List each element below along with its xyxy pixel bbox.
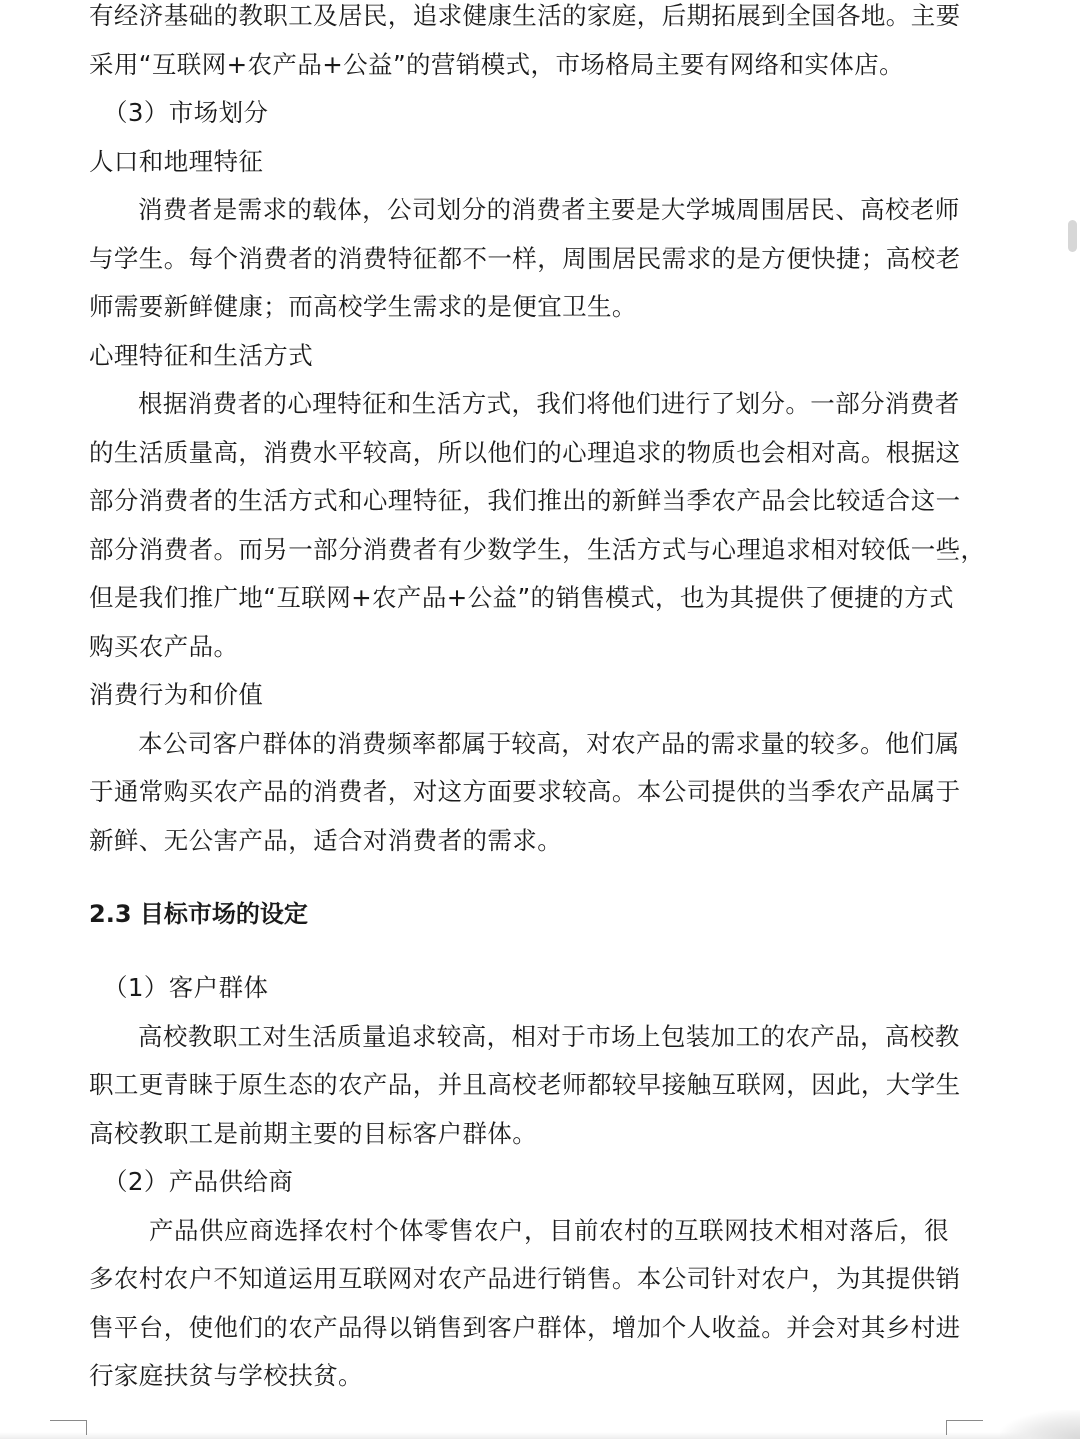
paragraph-line: 新鲜、无公害产品，适合对消费者的需求。 [89, 825, 563, 855]
paragraph-line: 购买农产品。 [89, 631, 239, 661]
paragraph-line: 部分消费者的生活方式和心理特征，我们推出的新鲜当季农产品会比较适合这一 [89, 486, 961, 515]
paragraph-line: 高校教职工对生活质量追求较高，相对于市场上包装加工的农产品，高校教 [138, 1021, 960, 1051]
subsection-label-market-division: （3）市场划分 [103, 98, 269, 127]
paragraph-line: 有经济基础的教职工及居民，追求健康生活的家庭，后期拓展到全国各地。主要 [89, 1, 961, 30]
page-bottom-edge [0, 1432, 1080, 1439]
paragraph-line: 售平台，使他们的农产品得以销售到客户群体，增加个人收益。并会对其乡村进 [89, 1312, 961, 1342]
document-body-upper [89, 0, 986, 865]
subsection-title-behavior: 消费行为和价值 [89, 680, 264, 709]
paragraph-line: 根据消费者的心理特征和生活方式，我们将他们进行了划分。一部分消费者 [138, 389, 960, 418]
paragraph-line: 的生活质量高，消费水平较高，所以他们的心理追求的物质也会相对高。根据这 [89, 437, 961, 467]
paragraph-line: 产品供应商选择农村个体零售农户，目前农村的互联网技术相对落后，很 [149, 1215, 949, 1245]
subsection-label-supplier: （2）产品供给商 [103, 1167, 294, 1196]
page-corner-mark-left [50, 1420, 87, 1435]
paragraph-line: 本公司客户群体的消费频率都属于较高，对农产品的需求量的较多。他们属 [138, 728, 960, 758]
vertical-scrollbar-thumb[interactable] [1068, 220, 1077, 252]
paragraph-line: 于通常购买农产品的消费者，对这方面要求较高。本公司提供的当季农产品属于 [89, 777, 961, 806]
section-heading: 2.3 目标市场的设定 [89, 900, 308, 928]
paragraph-line: 消费者是需求的载体，公司划分的消费者主要是大学城周围居民、高校老师 [138, 195, 960, 224]
subsection-title-demographic: 人口和地理特征 [89, 146, 264, 176]
paragraph-line: 高校教职工是前期主要的目标客户群体。 [89, 1118, 538, 1148]
subsection-title-psychographic: 心理特征和生活方式 [89, 340, 314, 370]
paragraph-line: 多农村农户不知道运用互联网对农产品进行销售。本公司针对农户，为其提供销 [89, 1264, 961, 1293]
paragraph-line: 采用“互联网+农产品+公益”的营销模式，市场格局主要有网络和实体店。 [89, 49, 905, 79]
page-corner-mark-right [946, 1420, 983, 1435]
paragraph-line: 师需要新鲜健康；而高校学生需求的是便宜卫生。 [89, 292, 637, 321]
paragraph-line: 行家庭扶贫与学校扶贫。 [89, 1361, 363, 1390]
document-body-lower [89, 964, 961, 1401]
subsection-label-customer-group: （1）客户群体 [103, 973, 269, 1002]
paragraph-line: 职工更青睐于原生态的农产品，并且高校老师都较早接触互联网，因此，大学生 [89, 1070, 961, 1099]
paragraph-line: 但是我们推广地“互联网+农产品+公益”的销售模式，也为其提供了便捷的方式 [89, 583, 954, 612]
page-curl-shadow [1000, 1410, 1080, 1439]
paragraph-line: 与学生。每个消费者的消费特征都不一样，周围居民需求的是方便快捷；高校老 [89, 243, 961, 273]
paragraph-line: 部分消费者。而另一部分消费者有少数学生，生活方式与心理追求相对较低一些， [89, 534, 986, 564]
